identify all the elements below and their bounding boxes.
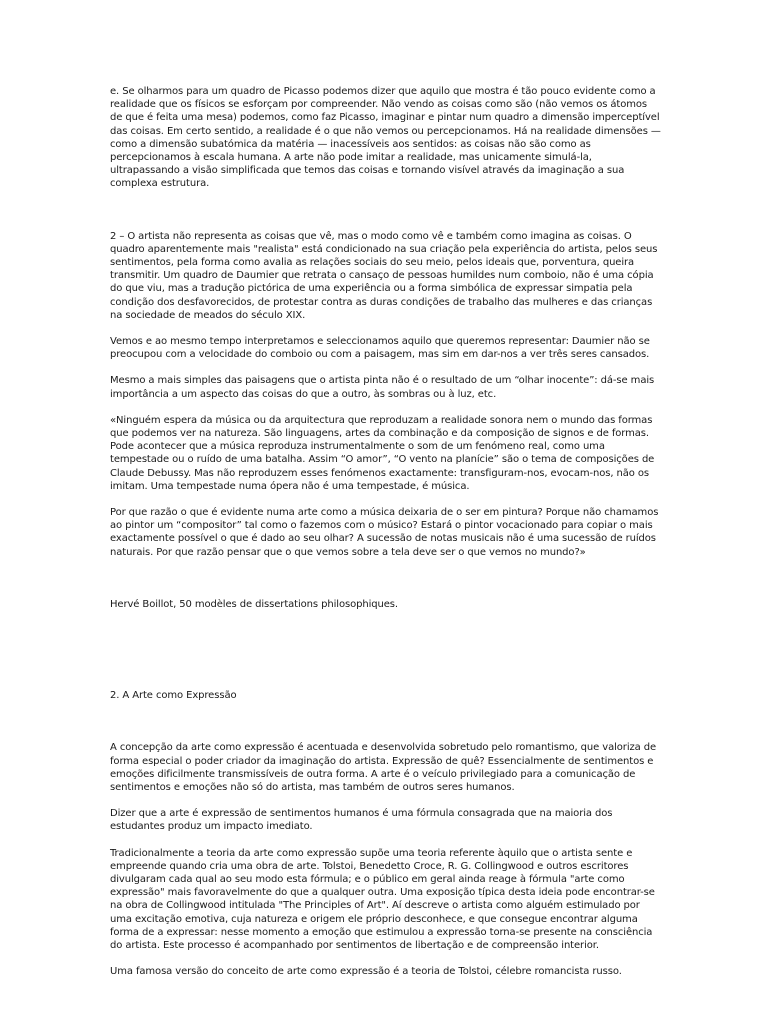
paragraph-landscapes: Mesmo a mais simples das paisagens que o artista pinta não é o resultado de um “olhar inocente”: dá-se mais importância a um aspecto das coisas do que a outro, às sombras ou à luz, etc.	[110, 375, 655, 400]
spacer	[110, 401, 662, 414]
spacer	[110, 834, 662, 847]
paragraph-interpretation: Vemos e ao mesmo tempo interpretamos e seleccionamos aquilo que queremos representar: Daumier não se preocupou com a velocidade do comboio ou com a paisagem, mas sim em dar-nos a ver três seres cansados.	[110, 336, 650, 361]
paragraph-quote-music: «Ninguém espera da música ou da arquitectura que reproduzam a realidade sonora nem o mundo das formas que podemos ver na natureza. São linguagens, artes da combinação e da composição de signos e de formas. Pode acontecer que a música reproduza instrumentalmente o som de um fenómeno real, como uma tempestade ou o ruído de uma batalha. Assim “O amor”, “O vento na planície” são o tema de composições de Claude Debussy. Mas não reproduzem esses fenómenos exactamente: transfiguram-nos, evocam-nos, não os imitam. Uma tempestade numa ópera não é uma tempestade, é música.	[110, 414, 655, 492]
spacer	[110, 191, 662, 230]
paragraph-expression-concept: A concepção da arte como expressão é acentuada e desenvolvida sobretudo pelo romantismo, que valoriza de forma especial o poder criador da imaginação do artista. Expressão de quê? Essencialmente de sentimentos e emoções dificilmente transmissíveis de outra forma. A arte é o veículo privilegiado para a comunicação de sentimentos e emoções não só do artista, mas também de outros seres humanos.	[110, 742, 657, 793]
paragraph-tolstoi: Uma famosa versão do conceito de arte como expressão é a teoria de Tolstoi, célebre romancista russo.	[110, 966, 622, 978]
paragraph-picasso: e. Se olharmos para um quadro de Picasso podemos dizer que aquilo que mostra é tão pouco evidente como a realidade que os físicos se esforçam por compreender. Não vendo as coisas como são (não vemos os átomos de que é feita uma mesa) podemos, como faz Picasso, imaginar e pintar num quadro a dimensão imperceptível das coisas. Em certo sentido, a realidade é o que não vemos ou percepcionamos. Há na realidade dimensões — como a dimensão subatómica da matéria — inacessíveis aos sentidos: as coisas não são como as percepcionamos à escala humana. A arte não pode imitar a realidade, mas unicamente simulá-la, ultrapassando a visão simplificada que temos das coisas e tornando visível através da imaginação a sua complexa estrutura.	[110, 86, 661, 190]
spacer	[110, 322, 662, 335]
spacer	[110, 611, 662, 689]
paragraph-collingwood: Tradicionalmente a teoria da arte como expressão supõe uma teoria referente àquilo que o artista sente e empreende quando cria uma obra de arte. Tolstoi, Benedetto Croce, R. G. Collingwood e outros escritores divulgaram cada qual ao seu modo esta fórmula; e o público em geral ainda reage à fórmula "arte como expressão" mais favoravelmente do que a qualquer outra. Uma exposição típica desta ideia pode encontrar-se na obra de Collingwood intitulada "The Principles of Art". Aí descreve o artista como alguém estimulado por uma excitação emotiva, cuja natureza e origem ele próprio desconhece, e que consegue encontrar alguma forma de a expressar: nesse momento a emoção que estimulou a expressão torna-se presente na consciência do artista. Este processo é acompanhado por sentimentos de libertação e de compreensão interior.	[110, 847, 655, 951]
spacer	[110, 559, 662, 598]
paragraph-daumier: 2 – O artista não representa as coisas que vê, mas o modo como vê e também como imagina as coisas. O quadro aparentemente mais "realista" está condicionado na sua criação pela experiência do artista, pelos seus sentimentos, pela forma como avalia as relações sociais do seu meio, pelos ideais que, porventura, queira transmitir. Um quadro de Daumier que retrata o cansaço de pessoas humildes num comboio, não é uma cópia do que viu, mas a tradução pictórica de uma experiência ou a forma simbólica de expressar simpatia pela condição dos desfavorecidos, de protestar contra as duras condições de trabalho das mulheres e das crianças na sociedade de meados do século XIX.	[110, 230, 658, 321]
paragraph-quote-painting: Por que razão o que é evidente numa arte como a música deixaria de o ser em pintura? Porque não chamamos ao pintor um “compositor” tal como o fazemos com o músico? Estará o pintor vocacionado para copiar o mais exactamente possível o que é dado ao seu olhar? A sucessão de notas musicais não é uma sucessão de ruídos naturais. Por que razão pensar que o que vemos sobre a tela deve ser o que vemos no mundo?»	[110, 507, 659, 558]
document-page	[110, 85, 662, 978]
spacer	[110, 702, 662, 741]
citation-source: Hervé Boillot, 50 modèles de dissertations philosophiques.	[110, 598, 398, 610]
spacer	[110, 794, 662, 807]
spacer	[110, 952, 662, 965]
spacer	[110, 493, 662, 506]
paragraph-formula: Dizer que a arte é expressão de sentimentos humanos é uma fórmula consagrada que na maioria dos estudantes produz um impacto imediato.	[110, 808, 613, 833]
spacer	[110, 361, 662, 374]
section-heading: 2. A Arte como Expressão	[110, 690, 237, 702]
